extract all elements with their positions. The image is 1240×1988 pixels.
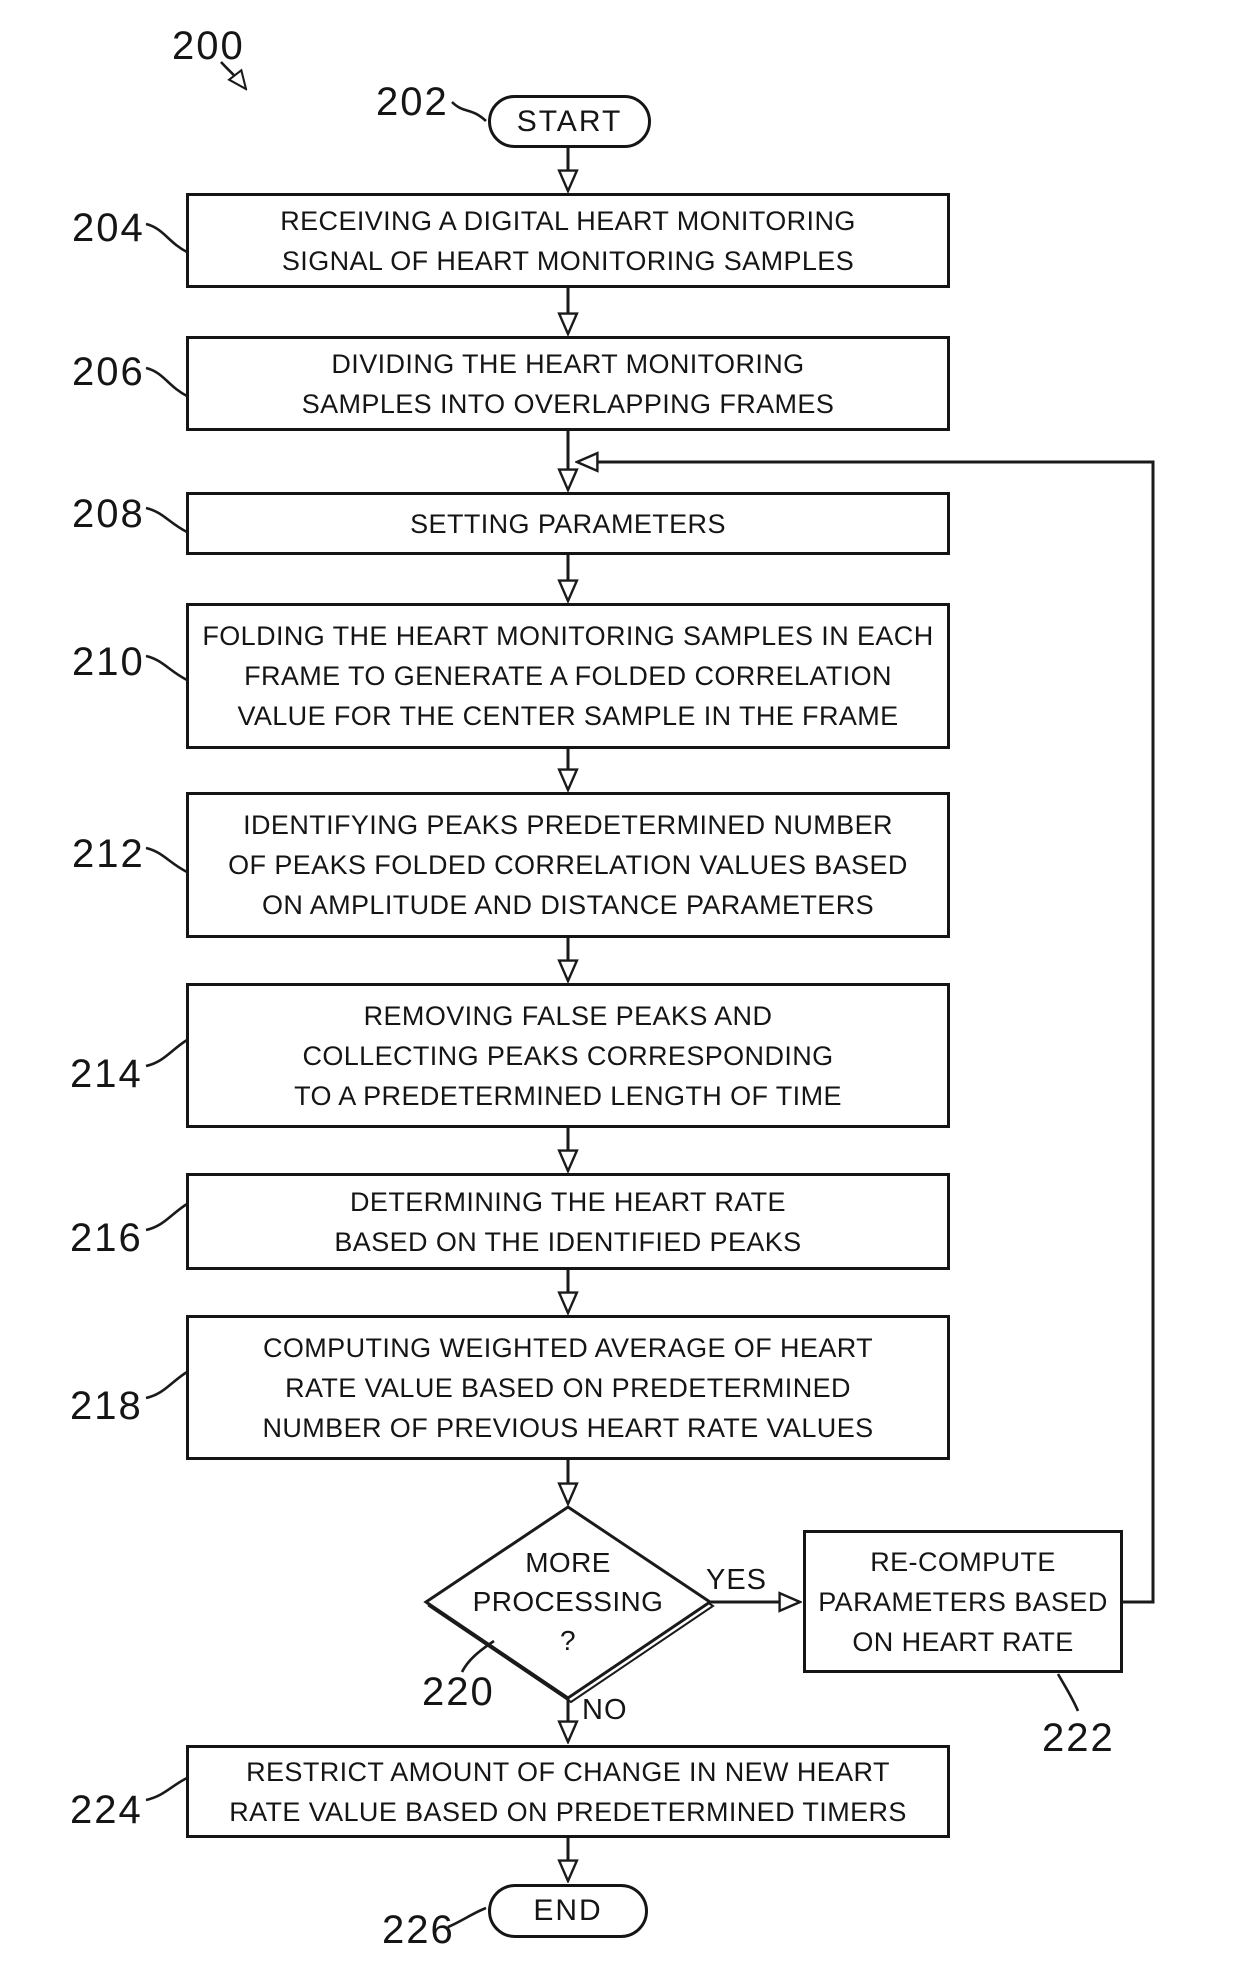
box-line: DETERMINING THE HEART RATE — [350, 1186, 786, 1217]
box-line: RATE VALUE BASED ON PREDETERMINED — [285, 1372, 851, 1403]
box-line: SIGNAL OF HEART MONITORING SAMPLES — [281, 245, 855, 276]
ref-label-214: 214 — [70, 1052, 143, 1096]
ref-label-220: 220 — [422, 1670, 495, 1714]
box-line: SETTING PARAMETERS — [410, 508, 726, 539]
ref-label-224: 224 — [70, 1788, 143, 1832]
box-line: BASED ON THE IDENTIFIED PEAKS — [334, 1226, 802, 1257]
box-line: SAMPLES INTO OVERLAPPING FRAMES — [301, 388, 835, 419]
box-line: FOLDING THE HEART MONITORING SAMPLES IN EACH — [202, 621, 934, 651]
box-line: COLLECTING PEAKS CORRESPONDING — [302, 1040, 834, 1071]
end-terminal — [488, 1884, 648, 1938]
process-box-folding-samples — [186, 603, 950, 749]
box-line: DIVIDING THE HEART MONITORING — [331, 348, 805, 379]
ref-label-218: 218 — [70, 1384, 143, 1428]
ref-label-212: 212 — [72, 832, 145, 876]
box-line: RE-COMPUTE — [870, 1546, 1056, 1577]
yes-branch-label: YES — [706, 1564, 768, 1596]
box-line: RATE VALUE BASED ON PREDETERMINED TIMERS — [229, 1796, 907, 1827]
process-box-computing-weighted-average — [186, 1315, 950, 1460]
process-box-restrict-change — [186, 1745, 950, 1838]
box-line: REMOVING FALSE PEAKS AND — [363, 1000, 773, 1031]
ref-label-208: 208 — [72, 492, 145, 536]
ref-label-210: 210 — [72, 640, 145, 684]
lead-line-214 — [146, 1040, 187, 1066]
box-line: TO A PREDETERMINED LENGTH OF TIME — [294, 1080, 842, 1111]
box-line: ON HEART RATE — [852, 1626, 1074, 1657]
end-label: END — [533, 1894, 603, 1927]
process-box-removing-false-peaks — [186, 983, 950, 1128]
lead-line-206 — [146, 368, 187, 396]
decision-line: PROCESSING — [472, 1586, 664, 1617]
box-line: OF PEAKS FOLDED CORRELATION VALUES BASED — [228, 850, 908, 880]
box-line: ON AMPLITUDE AND DISTANCE PARAMETERS — [262, 890, 874, 920]
lead-line-222 — [1058, 1674, 1078, 1711]
box-line: NUMBER OF PREVIOUS HEART RATE VALUES — [262, 1412, 874, 1443]
ref-label-204: 204 — [72, 206, 145, 250]
start-label: START — [516, 104, 623, 138]
process-box-determining-heart-rate — [186, 1173, 950, 1270]
process-box-receiving-signal — [186, 193, 950, 288]
ref-label-226: 226 — [382, 1908, 455, 1952]
box-line: IDENTIFYING PEAKS PREDETERMINED NUMBER — [243, 810, 893, 840]
box-line: COMPUTING WEIGHTED AVERAGE OF HEART — [262, 1332, 874, 1363]
lead-line-212 — [146, 848, 187, 872]
process-box-setting-parameters — [186, 492, 950, 555]
decision-text — [418, 1543, 718, 1660]
decision-line: ? — [560, 1625, 576, 1656]
box-line: RECEIVING A DIGITAL HEART MONITORING — [280, 205, 856, 236]
box-line: RESTRICT AMOUNT OF CHANGE IN NEW HEART — [246, 1756, 890, 1787]
box-line: PARAMETERS BASED — [818, 1586, 1108, 1617]
process-box-dividing-samples — [186, 336, 950, 431]
decision-line: MORE — [525, 1547, 611, 1578]
lead-line-218 — [146, 1372, 187, 1398]
ref-label-202: 202 — [376, 80, 449, 124]
process-box-recompute-parameters — [803, 1530, 1123, 1673]
lead-line-224 — [146, 1778, 187, 1800]
process-box-identifying-peaks — [186, 792, 950, 938]
start-terminal — [488, 95, 651, 148]
no-branch-label: NO — [582, 1694, 628, 1726]
lead-line-204 — [146, 224, 187, 252]
box-line: FRAME TO GENERATE A FOLDED CORRELATION — [244, 661, 892, 691]
figure-number-label: 200 — [172, 24, 245, 68]
ref-label-206: 206 — [72, 350, 145, 394]
ref-label-222: 222 — [1042, 1716, 1115, 1760]
lead-line-208 — [146, 508, 187, 532]
lead-line-210 — [146, 656, 187, 680]
box-line: VALUE FOR THE CENTER SAMPLE IN THE FRAME — [237, 701, 899, 731]
lead-line-202 — [452, 102, 486, 121]
ref-label-216: 216 — [70, 1216, 143, 1260]
lead-line-216 — [146, 1204, 187, 1230]
